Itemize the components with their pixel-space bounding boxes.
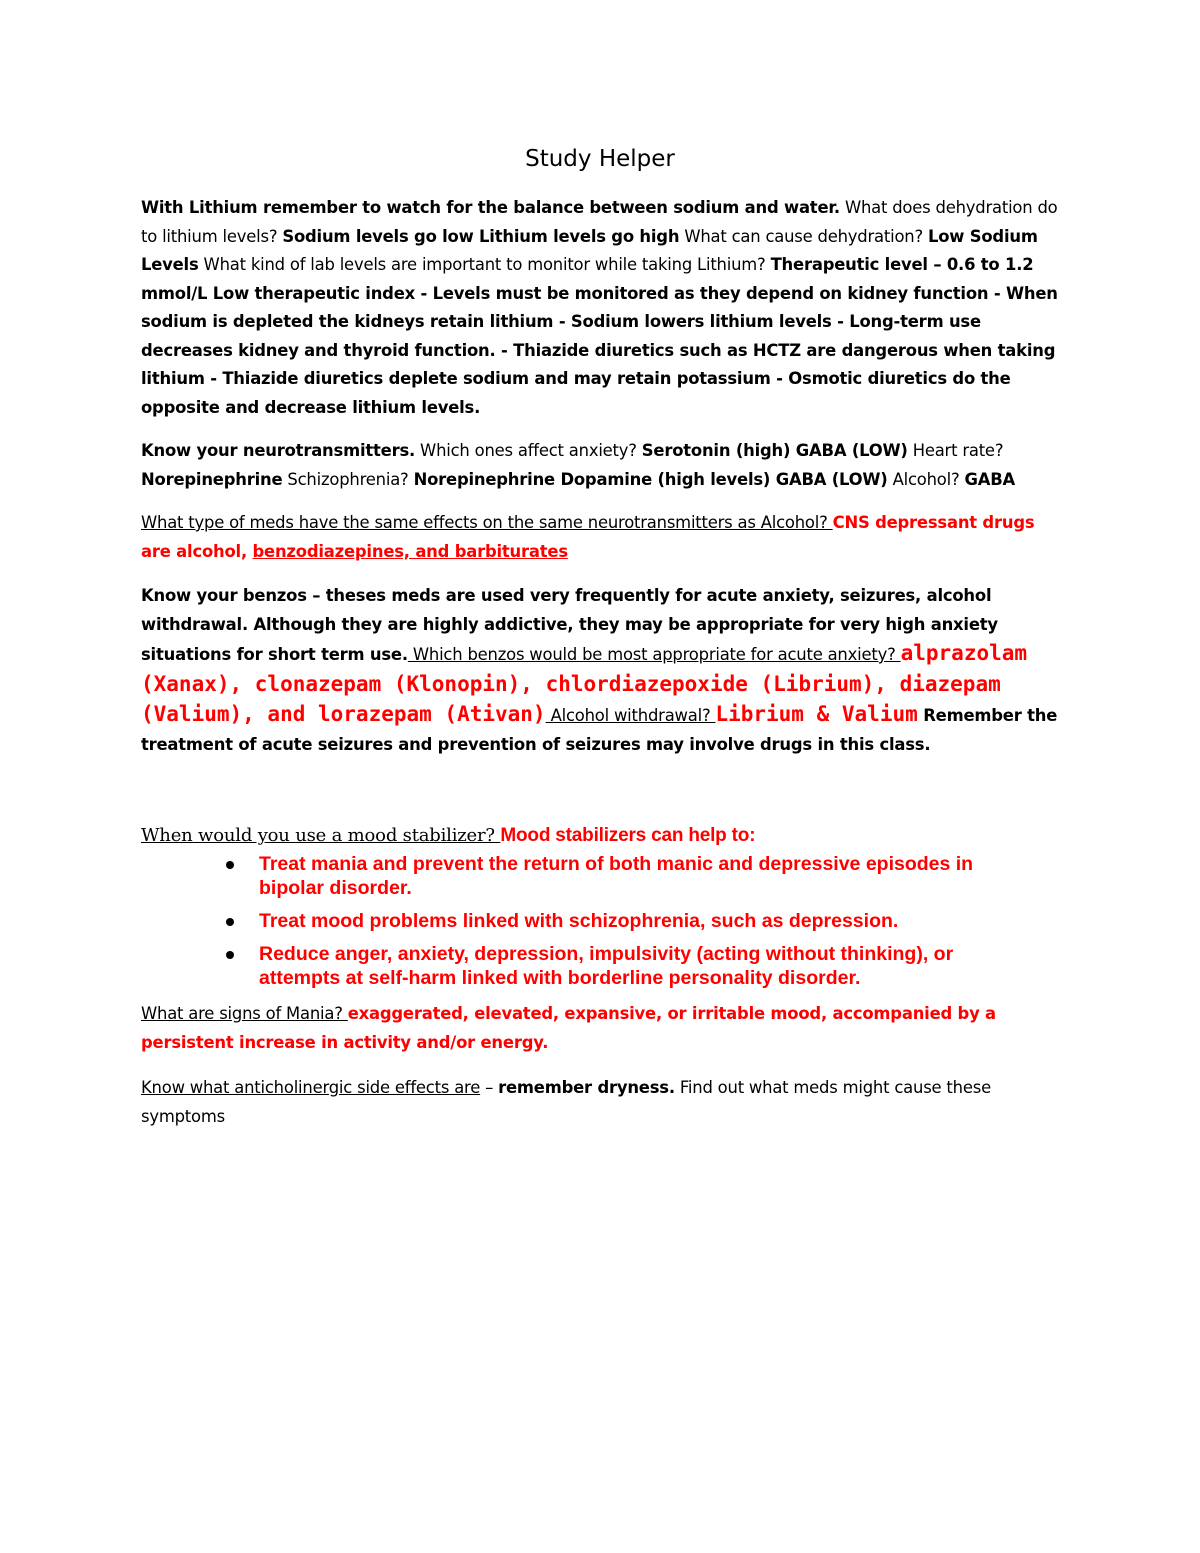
page-title: Study Helper (525, 146, 675, 172)
withdrawal-answer: Librium & Valium (715, 702, 918, 726)
neurotransmitters-heading: Know your neurotransmitters. (141, 441, 416, 460)
seizure-note: Remember the treatment of acute seizures and prevention of seizures may involve drugs in this class. (141, 706, 1058, 754)
bullet-icon (226, 861, 234, 869)
benzo-barbiturate-answer: benzodiazepines, and barbiturates (252, 541, 568, 561)
lab-answer: Therapeutic level – 0.6 to 1.2 mmol/L Low therapeutic index - Levels must be monitored as they depend on kidney function - When sodium is depleted the kidneys retain lithium - Sodium lowers lithium levels - Long-term use decreases kidney and thyroid function. - Thiazide diuretics such as HCTZ are dangerous when taking lithium - Thiazide diuretics deplete sodium and may retain potassium - Osmotic diuretics do the opposite and decrease lithium levels. (141, 255, 1058, 417)
bullet-icon (226, 951, 234, 959)
mania-answer: exaggerated, elevated, expansive, or irritable mood, accompanied by a persistent increase in activity and/or energy. (141, 1004, 996, 1052)
cns-depressant-answer: CNS depressant drugs are alcohol, (141, 513, 1035, 561)
mania-paragraph (141, 1000, 1061, 1057)
alcohol-meds-question: What type of meds have the same effects on the same neurotransmitters as Alcohol? (141, 513, 833, 532)
withdrawal-question: Alcohol withdrawal? (545, 706, 716, 725)
mood-stabilizer-answer: Mood stabilizers can help to: (500, 825, 756, 846)
cause-question: What can cause dehydration? (679, 226, 928, 246)
dash-separator: – (480, 1078, 499, 1097)
alcohol-meds-paragraph (141, 509, 1061, 566)
alcohol-answer: GABA (964, 469, 1016, 489)
list-item: Treat mania and prevent the return of both manic and depressive episodes in bipolar disorder. (216, 852, 1036, 900)
heart-rate-question: Heart rate? (907, 441, 1004, 460)
acute-anxiety-question: Which benzos would be most appropriate for acute anxiety? (407, 645, 901, 664)
lab-question: What kind of lab levels are important to monitor while taking Lithium? (198, 255, 771, 274)
anticholinergic-followup: Find out what meds might cause these symptoms (141, 1078, 991, 1126)
anticholinergic-paragraph (141, 1074, 1061, 1131)
lithium-paragraph (141, 194, 1061, 422)
neurotransmitters-paragraph (141, 437, 1061, 494)
mood-stabilizer-question: When would you use a mood stabilizer? (141, 825, 501, 846)
dehydration-answer: Sodium levels go low Lithium levels go high (282, 226, 680, 246)
list-item: Reduce anger, anxiety, depression, impulsivity (acting without thinking), or attempts at self-harm linked with borderline personality disorder. (216, 942, 1036, 990)
cause-answer: Low Sodium Levels (141, 226, 1038, 274)
alcohol-question: Alcohol? (887, 469, 965, 489)
anticholinergic-question: Know what anticholinergic side effects are (141, 1078, 481, 1097)
mood-stabilizer-list (216, 852, 1036, 999)
schizophrenia-answer: Norepinephrine Dopamine (high levels) GABA (LOW) (413, 469, 888, 489)
benzo-list-answer: alprazolam (Xanax), clonazepam (Klonopin), chlordiazepoxide (Librium), diazepam (Valium), and lorazepam (Ativan) (141, 641, 1028, 726)
schizophrenia-question: Schizophrenia? (282, 469, 414, 489)
anxiety-question: Which ones affect anxiety? (415, 441, 642, 460)
anxiety-answer: Serotonin (high) GABA (LOW) (641, 441, 908, 460)
list-item: Treat mood problems linked with schizophrenia, such as depression. (216, 909, 1036, 933)
heart-rate-answer: Norepinephrine (141, 469, 283, 489)
dehydration-question: What does dehydration do to lithium levels? (141, 198, 1058, 246)
dryness-answer: remember dryness. (498, 1078, 675, 1097)
mood-stabilizer-paragraph (141, 822, 1061, 851)
benzos-intro: Know your benzos – theses meds are used very frequently for acute anxiety, seizures, alcohol withdrawal. Although they are highly addictive, they may be appropriate for very high anxiety situations for short term use. (141, 586, 998, 664)
lithium-intro: With Lithium remember to watch for the balance between sodium and water. (141, 198, 840, 217)
benzos-paragraph (141, 582, 1061, 759)
bullet-icon (226, 918, 234, 926)
mania-question: What are signs of Mania? (141, 1004, 348, 1023)
